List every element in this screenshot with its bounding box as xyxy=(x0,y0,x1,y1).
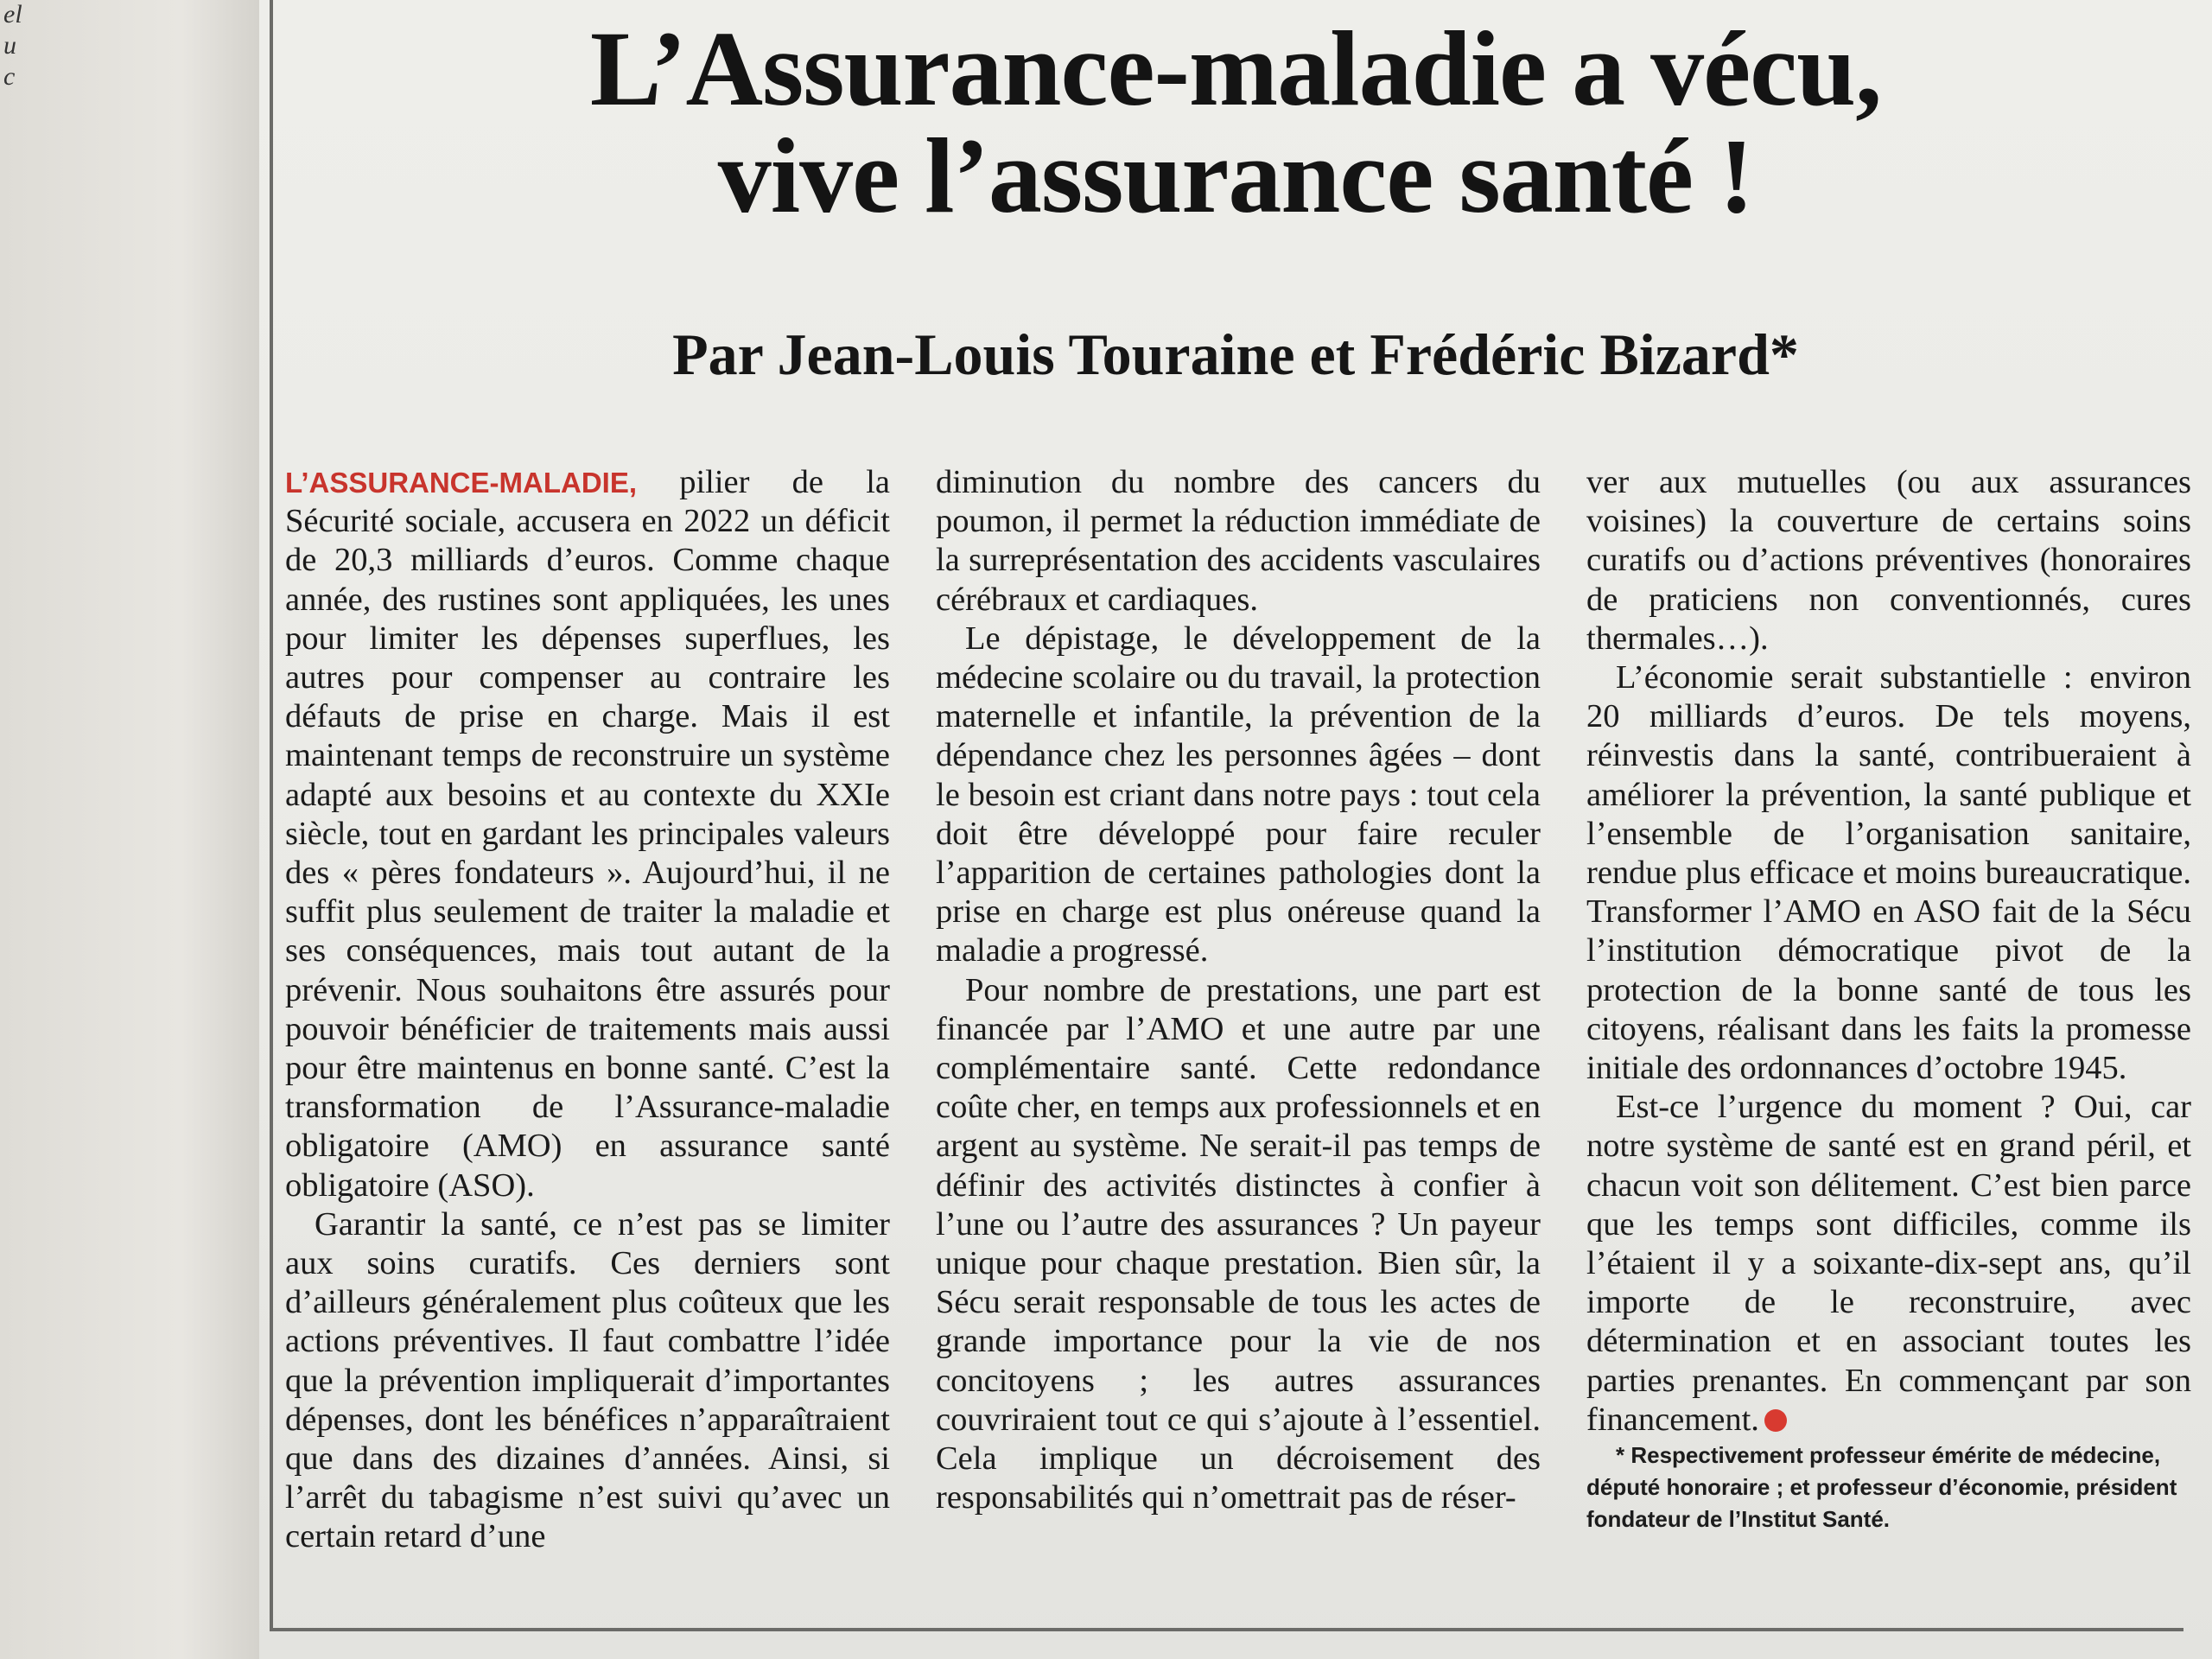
article-paragraph: ver aux mutuelles (ou aux assurances voisines) la couverture de certains soins curatifs ou d’actions préventives (honoraires de praticiens non conventionnés, cures thermales…). xyxy=(1586,464,2191,657)
paragraph-text: Est-ce l’urgence du moment ? Oui, car notre système de santé est en grand péril, et chacun voit son délitement. C’est bien parce que les temps sont difficiles, comme ils l’étaient il y a soixante-dix-sept ans, qu’il importe de le reconstruire, avec détermination et en associant toutes les parties prenantes. En commençant par son financement. xyxy=(1586,1089,2191,1438)
lead-in: L’ASSURANCE-MALADIE, xyxy=(285,467,638,499)
footnote: * Respectivement professeur émérite de médecine, député honoraire ; et professeur d’économie, président fondateur de l’Institut Santé. xyxy=(1586,1442,2177,1533)
headline xyxy=(294,10,2177,235)
margin-fragment: c xyxy=(3,62,16,91)
margin-fragment: u xyxy=(3,31,16,60)
article-paragraph: Garantir la santé, ce n’est pas se limiter aux soins curatifs. Ces derniers sont d’ailleurs généralement plus coûteux que les actions préventives. Il faut combattre l’idée que la prévention impliquerait d’importantes dépenses, dont les bénéfices n’apparaîtraient que dans des dizaines d’années. Ainsi, si l’arrêt du tabagisme n’est suivi qu’avec un certain retard d’une xyxy=(285,1205,890,1555)
article-column-3 xyxy=(1586,463,2191,1535)
article-column-1 xyxy=(285,463,890,1557)
paragraph-text: pilier de la Sécurité sociale, accusera en 2022 un déficit de 20,3 milliards d’euros. Comme chaque année, des rustines sont appliquées, les unes pour limiter les dépenses superflues, les autres pour compenser au contraire les défauts de prise en charge. Mais il est maintenant temps de reconstruire un système adapté aux besoins et au contexte du XXIe siècle, tout en gardant les principales valeurs des « pères fondateurs ». Aujourd’hui, il ne suffit plus seulement de traiter la maladie et ses conséquences, mais tout autant de la prévenir. Nous souhaitons être assurés pour pouvoir bénéficier de traitements mais aussi pour être maintenus en bonne santé. C’est la transformation de l’Assurance-maladie obligatoire (AMO) en assurance santé obligatoire (ASO). xyxy=(285,464,890,1204)
article-paragraph: Pour nombre de prestations, une part est financée par l’AMO et une autre par une complémentaire santé. Cette redondance coûte cher, en temps aux professionnels et en argent au système. Ne serait-il pas temps de définir des activités distinctes à confier à l’une ou l’autre des assurances ? Un payeur unique pour chaque prestation. Bien sûr, la Sécu serait responsable de tous les actes de grande importance pour la vie de nos concitoyens ; les autres assurances couvriraient tout ce qui s’ajoute à l’essentiel. Cela implique un décroisement des responsabilités qui n’omettrait pas de réser- xyxy=(936,971,1541,1516)
headline-line-1: L’Assurance-maladie a vécu, xyxy=(589,10,1882,128)
article-paragraph xyxy=(285,463,890,1205)
article-paragraph: diminution du nombre des cancers du poumon, il permet la réduction immédiate de la surreprésentation des accidents vasculaires cérébraux et cardiaques. xyxy=(936,464,1541,618)
article-paragraph: L’économie serait substantielle : environ 20 milliards d’euros. De tels moyens, réinvestis dans la santé, contribueraient à améliorer la prévention, la santé publique et l’ensemble de l’organisation sanitaire, rendue plus efficace et moins bureaucratique. Transformer l’AMO en ASO fait de la Sécu l’institution démocratique pivot de la protection de la bonne santé de tous les citoyens, réalisant dans les faits la promesse initiale des ordonnances d’octobre 1945. xyxy=(1586,659,2191,1087)
article-paragraph xyxy=(1586,1088,2191,1440)
byline: Par Jean-Louis Touraine et Frédéric Bizard* xyxy=(672,321,1799,387)
newspaper-page xyxy=(259,0,2212,1659)
headline-line-2: vive l’assurance santé ! xyxy=(717,117,1754,235)
previous-page-edge xyxy=(0,0,259,1659)
article-column-2 xyxy=(936,463,1541,1517)
article-paragraph: Le dépistage, le développement de la médecine scolaire ou du travail, la protection maternelle et infantile, la prévention de la dépendance chez les personnes âgées – dont le besoin est criant dans notre pays : tout cela doit être développé pour faire reculer l’apparition de certaines pathologies dont la prise en charge est plus onéreuse quand la maladie a progressé. xyxy=(936,620,1541,969)
margin-fragment: el xyxy=(3,0,22,29)
end-mark-icon xyxy=(1764,1409,1787,1432)
